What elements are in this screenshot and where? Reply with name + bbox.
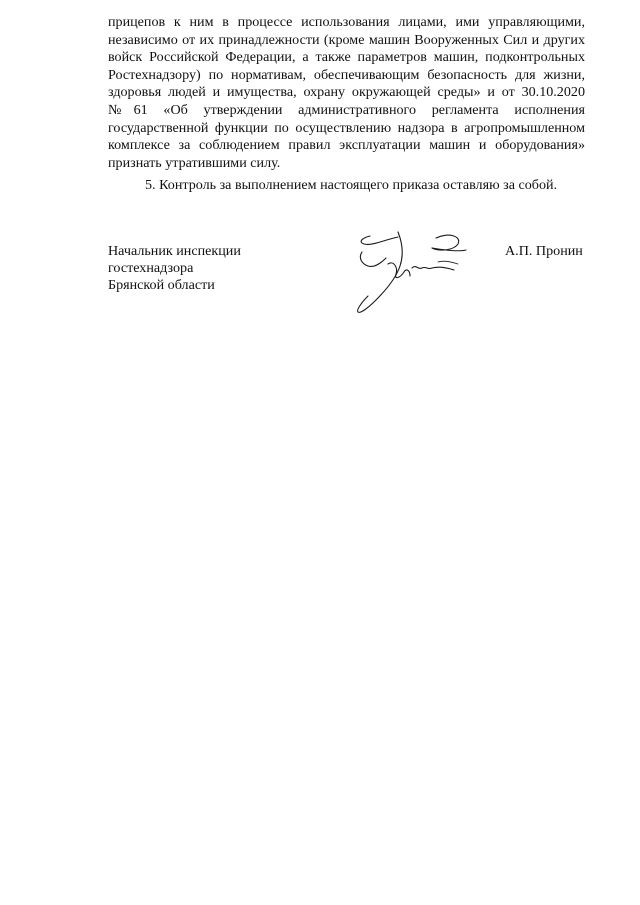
text-line: независимо от их принадлежности (кроме машин Вооруженных Сил и других [108, 31, 585, 48]
text-line: комплексе за соблюдением правил эксплуатации машин и оборудования» [108, 137, 585, 154]
text-line: прицепов к ним в процессе использования лицами, ими управляющими, [108, 14, 585, 30]
signatory-position-line: гостехнадзора [108, 260, 194, 277]
text-line: государственной функции по осуществлению надзора в агропромышленном [108, 119, 585, 136]
signatory-position-line: Брянской области [108, 277, 215, 294]
text-line: войск Российской Федерации, а также параметров машин, подконтрольных [108, 49, 585, 66]
text-line: Ростехнадзору) по нормативам, обеспечивающим безопасность для жизни, [108, 66, 585, 83]
handwritten-signature [340, 222, 490, 322]
signatory-position-line: Начальник инспекции [108, 243, 241, 259]
signatory-name: А.П. Пронин [505, 243, 583, 259]
paragraph-5: 5. Контроль за выполнением настоящего приказа оставляю за собой. [145, 177, 558, 193]
signatory-position [108, 243, 241, 295]
text-line: признать утратившими силу. [108, 154, 281, 171]
paragraph-continuation [108, 14, 585, 172]
text-line: №61 «Об утверждении административного регламента исполнения [108, 101, 585, 118]
text-line: здоровья людей и имущества, охрану окружающей среды» и от 30.10.2020 [108, 84, 585, 101]
